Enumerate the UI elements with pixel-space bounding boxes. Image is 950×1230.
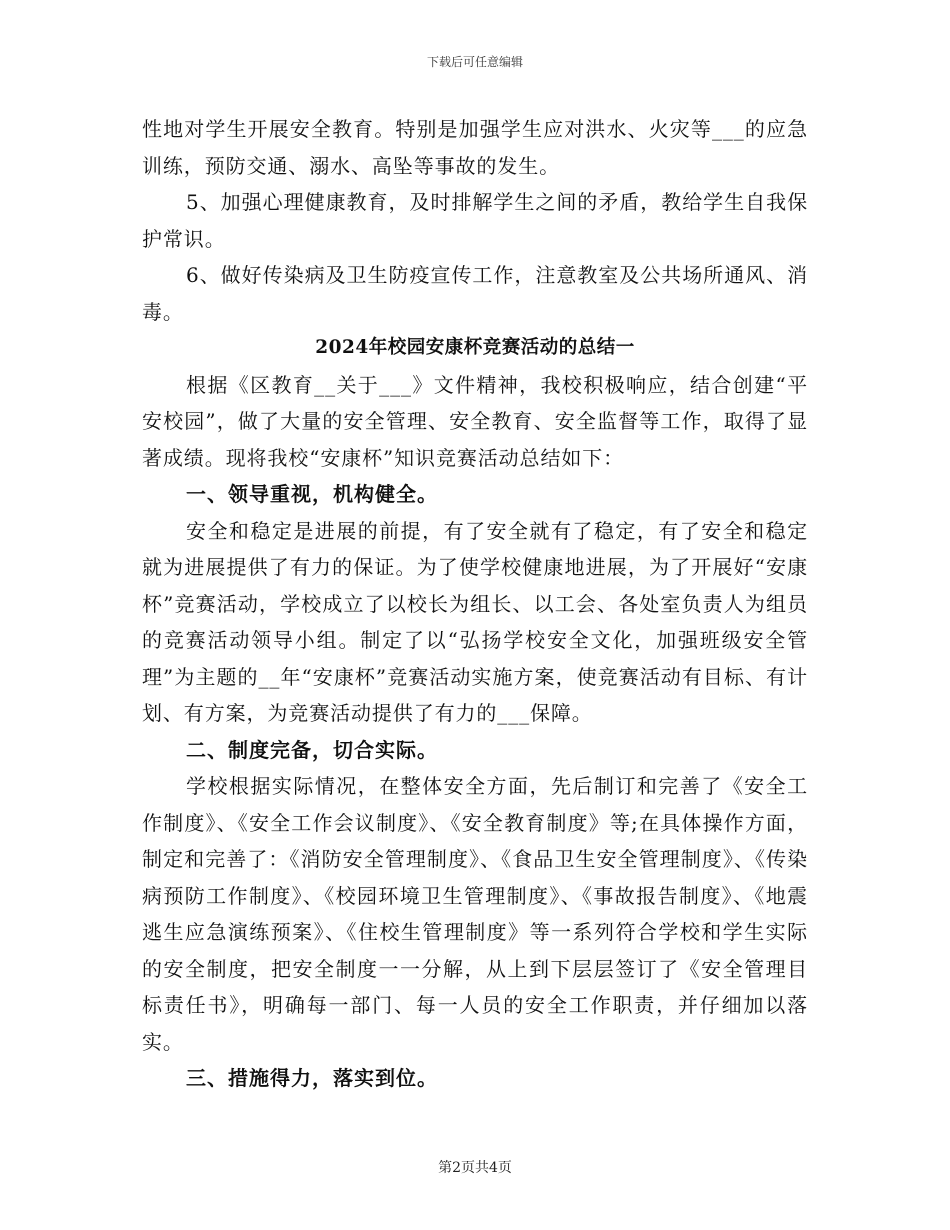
paragraph-intro: 根据《区教育__关于___》文件精神，我校积极响应，结合创建“平安校园”，做了大量的安全管理、安全教育、安全监督等工作，取得了显著成绩。现将我校“安康杯”知识竞赛活动总结如下： <box>142 372 808 470</box>
paragraph-systems: 学校根据实际情况，在整体安全方面，先后制订和完善了《安全工作制度》、《安全工作会议制度》、《安全教育制度》等;在具体操作方面，制定和完善了：《消防安全管理制度》、《食品卫生安全管理制度》、《传染病预防工作制度》、《校园环境卫生管理制度》、《事故报告制度》、《地震逃生应急演练预案》、《住校生管理制度》等一系列符合学校和学生实际的安全制度，把安全制度一一分解，从上到下层层签订了《安全管理目标责任书》，明确每一部门、每一人员的安全工作职责，并仔细加以落实。 <box>142 774 808 1054</box>
paragraph-leadership: 安全和稳定是进展的前提，有了安全就有了稳定，有了安全和稳定就为进展提供了有力的保证。为了使学校健康地进展，为了开展好“安康杯”竞赛活动，学校成立了以校长为组长、以工会、各处室负责人为组员的竞赛活动领导小组。制定了以“弘扬学校安全文化，加强班级安全管理”为主题的__年“安康杯”竞赛活动实施方案，使竞赛活动有目标、有计划、有方案，为竞赛活动提供了有力的___保障。 <box>142 518 808 725</box>
page-header-note: 下载后可任意编辑 <box>426 55 523 69</box>
page-number: 第2页共4页 <box>438 1160 512 1176</box>
section-title: 2024年校园安康杯竞赛活动的总结一 <box>315 337 635 358</box>
heading-leadership: 一、领导重视，机构健全。 <box>186 482 438 506</box>
paragraph-item-5: 5、加强心理健康教育，及时排解学生之间的矛盾，教给学生自我保护常识。 <box>142 190 808 251</box>
document-body <box>142 111 808 1097</box>
heading-systems: 二、制度完备，切合实际。 <box>186 737 438 762</box>
paragraph-continuation: 性地对学生开展安全教育。特别是加强学生应对洪水、火灾等___的应急训练，预防交通、溺水、高坠等事故的发生。 <box>142 117 808 178</box>
paragraph-item-6: 6、做好传染病及卫生防疫宣传工作，注意教室及公共场所通风、消毒。 <box>142 263 808 324</box>
heading-measures: 三、措施得力，落实到位。 <box>186 1066 438 1090</box>
